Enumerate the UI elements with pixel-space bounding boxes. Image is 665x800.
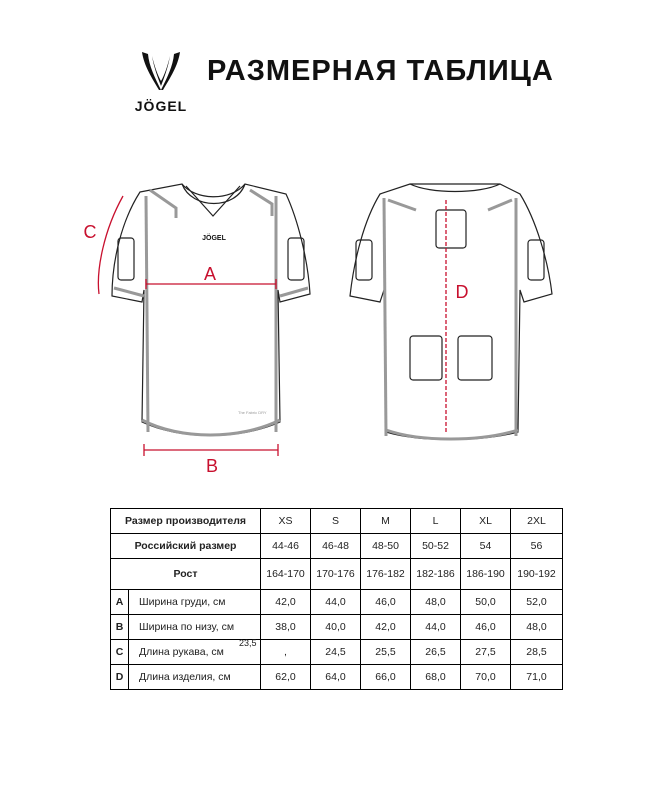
table-cell: 25,5 <box>361 640 411 665</box>
table-cell: 2XL <box>511 509 563 534</box>
table-cell: 28,5 <box>511 640 563 665</box>
table-cell: 68,0 <box>411 665 461 690</box>
table-row <box>111 559 563 590</box>
table-cell: 176-182 <box>361 559 411 590</box>
table-cell: 186-190 <box>461 559 511 590</box>
table-cell: 66,0 <box>361 665 411 690</box>
garment-drawings <box>0 150 665 490</box>
table-cell: 27,5 <box>461 640 511 665</box>
brand-logo <box>122 48 200 118</box>
table-cell: 48,0 <box>511 615 563 640</box>
measure-letter: C <box>111 640 129 665</box>
table-cell: S <box>311 509 361 534</box>
back-view-drawing <box>350 184 552 440</box>
row-label-russian-size: Российский размер <box>111 534 261 559</box>
table-cell: 40,0 <box>311 615 361 640</box>
table-cell: 71,0 <box>511 665 563 690</box>
table-cell: 64,0 <box>311 665 361 690</box>
page-title: РАЗМЕРНАЯ ТАБЛИЦА <box>207 55 554 87</box>
measure-name: Ширина по низу, см <box>129 615 261 640</box>
table-cell: 38,0 <box>261 615 311 640</box>
table-cell: 46-48 <box>311 534 361 559</box>
table-row <box>111 665 563 690</box>
table-row <box>111 640 563 665</box>
table-cell: 170-176 <box>311 559 361 590</box>
row-label-height: Рост <box>111 559 261 590</box>
table-cell: 52,0 <box>511 590 563 615</box>
table-cell: 190-192 <box>511 559 563 590</box>
table-cell: 42,0 <box>361 615 411 640</box>
measure-label-c: C <box>83 222 97 242</box>
hem-print: The Fabric DRY <box>238 410 267 415</box>
table-cell: 24,5 <box>311 640 361 665</box>
table-cell: 48,0 <box>411 590 461 615</box>
table-cell: 44,0 <box>411 615 461 640</box>
table-cell: XL <box>461 509 511 534</box>
front-view-drawing <box>112 184 310 436</box>
table-cell: M <box>361 509 411 534</box>
measure-label-a: A <box>203 264 217 284</box>
table-cell: 50,0 <box>461 590 511 615</box>
table-cell: 26,5 <box>411 640 461 665</box>
table-cell: 54 <box>461 534 511 559</box>
measure-label-d: D <box>455 282 469 302</box>
size-table <box>110 508 563 690</box>
table-cell: 46,0 <box>461 615 511 640</box>
measure-letter: A <box>111 590 129 615</box>
front-chest-logo: JÖGEL <box>202 235 226 242</box>
measure-letter: D <box>111 665 129 690</box>
table-row <box>111 509 563 534</box>
jogel-logo-icon <box>122 48 200 96</box>
table-cell: 44-46 <box>261 534 311 559</box>
table-cell: 44,0 <box>311 590 361 615</box>
table-cell: 62,0 <box>261 665 311 690</box>
table-cell: 182-186 <box>411 559 461 590</box>
table-cell: 164-170 <box>261 559 311 590</box>
table-cell: XS <box>261 509 311 534</box>
measure-label-b: B <box>205 456 219 476</box>
table-cell: 50-52 <box>411 534 461 559</box>
measure-name: Длина изделия, см <box>129 665 261 690</box>
measure-letter: B <box>111 615 129 640</box>
table-row <box>111 590 563 615</box>
row-label-maker-size: Размер производителя <box>111 509 261 534</box>
table-cell <box>239 638 311 665</box>
measure-name: Ширина груди, см <box>129 590 261 615</box>
header <box>0 0 665 120</box>
table-cell: 42,0 <box>261 590 311 615</box>
table-cell: 48-50 <box>361 534 411 559</box>
stray-note: 23,5 <box>239 638 257 648</box>
measurement-lines <box>98 196 446 450</box>
table-cell: 46,0 <box>361 590 411 615</box>
table-cell: 70,0 <box>461 665 511 690</box>
logo-wordmark: JÖGEL <box>134 98 188 114</box>
table-row <box>111 534 563 559</box>
table-cell-value: , <box>284 646 287 658</box>
table-row <box>111 615 563 640</box>
table-cell: 56 <box>511 534 563 559</box>
table-cell: L <box>411 509 461 534</box>
measure-name: Длина рукава, см <box>129 640 261 665</box>
